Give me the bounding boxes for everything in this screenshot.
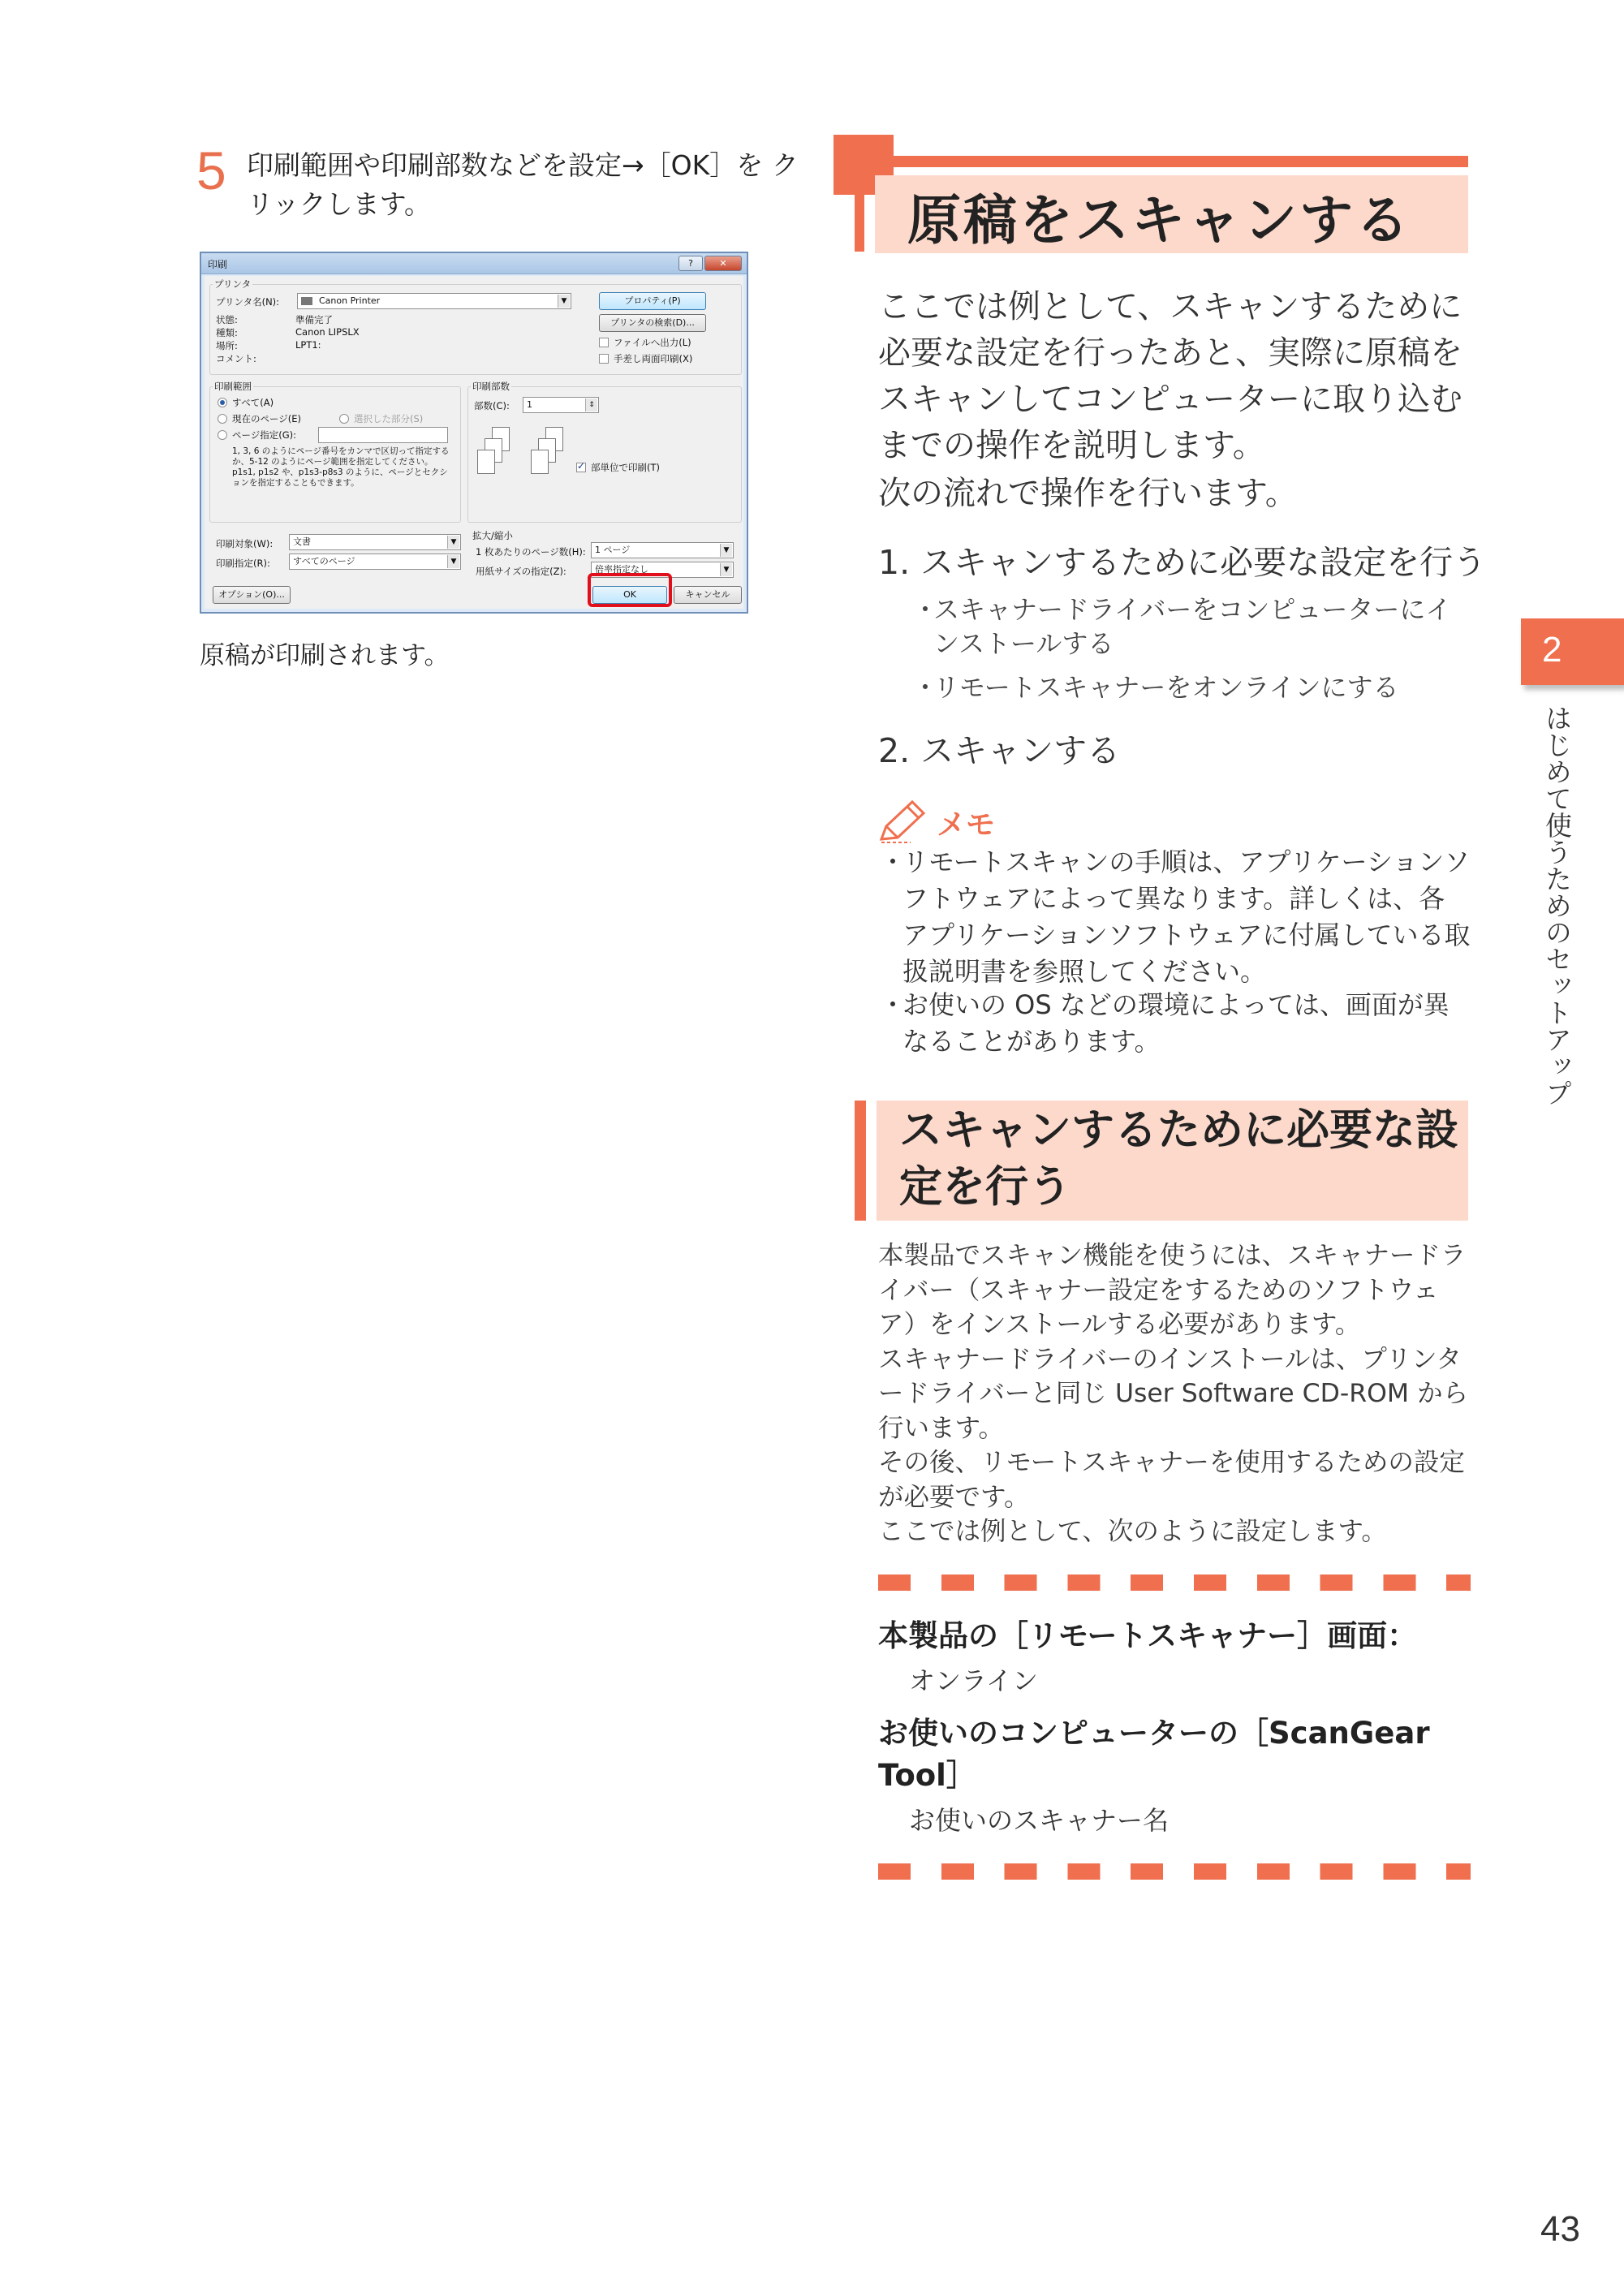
print-value: すべてのページ bbox=[293, 556, 355, 566]
options-button[interactable]: オプション(O)... bbox=[213, 586, 291, 604]
flow-step-2: 2. スキャンする bbox=[878, 731, 1121, 770]
section-intro bbox=[878, 284, 1479, 517]
pages-per-sheet-label: 1 枚あたりのページ数(H): bbox=[476, 546, 586, 558]
chevron-down-icon: ▼ bbox=[720, 563, 732, 576]
manual-duplex-label: 手差し両面印刷(X) bbox=[614, 353, 693, 364]
range-pages-label: ページ指定(G): bbox=[232, 429, 297, 441]
range-all-label: すべて(A) bbox=[232, 397, 274, 408]
pencil-icon bbox=[878, 799, 928, 844]
copies-label: 部数(C): bbox=[474, 400, 510, 411]
find-printer-button[interactable]: プリンタの検索(D)... bbox=[599, 314, 706, 332]
step-instruction: 印刷範囲や印刷部数などを設定→［OK］を クリックします。 bbox=[247, 149, 799, 220]
heading-rule bbox=[834, 156, 1468, 167]
copies-value: 1 bbox=[527, 399, 532, 410]
printer-name-select[interactable] bbox=[297, 293, 571, 309]
manual-duplex-checkbox[interactable] bbox=[599, 354, 609, 364]
subheading-bar bbox=[855, 1101, 866, 1221]
chapter-title: はじめて使うためのセットアップ bbox=[1541, 704, 1573, 1106]
print-what-label: 印刷対象(W): bbox=[216, 538, 274, 549]
spinner-icon: ⇕ bbox=[585, 398, 597, 411]
print-label: 印刷指定(R): bbox=[216, 558, 270, 569]
bullet-dot: ・ bbox=[912, 594, 939, 625]
chevron-down-icon: ▼ bbox=[720, 544, 732, 557]
chapter-tab bbox=[1521, 618, 1624, 685]
flow-step-1: 1. スキャンするために必要な設定を行う bbox=[878, 543, 1487, 582]
memo-label: メモ bbox=[937, 808, 996, 842]
copies-group-label: 印刷部数 bbox=[472, 381, 510, 392]
setting-value: お使いのスキャナー名 bbox=[909, 1805, 1170, 1836]
range-current-radio[interactable] bbox=[218, 414, 227, 424]
subsection-title: スキャンするために必要な設定を行う bbox=[899, 1105, 1458, 1212]
bullet-dot: ・ bbox=[880, 846, 907, 877]
print-what-select[interactable] bbox=[289, 534, 461, 550]
printer-name-value: Canon Printer bbox=[319, 295, 381, 306]
collate-pages-icon bbox=[477, 427, 566, 500]
bullet-dot: ・ bbox=[880, 989, 907, 1020]
range-pages-radio[interactable] bbox=[218, 430, 227, 440]
printer-name-label: プリンタ名(N): bbox=[216, 296, 280, 308]
copies-spinner[interactable] bbox=[523, 397, 599, 413]
intro-paragraph-2: 次の流れで操作を行います。 bbox=[878, 475, 1298, 512]
range-pages-input[interactable] bbox=[318, 427, 448, 443]
dialog-body bbox=[205, 276, 743, 609]
flow-bullet-text: スキャナードライバーをコンピューターにインストールする bbox=[933, 594, 1452, 659]
ok-button[interactable]: OK bbox=[592, 586, 667, 604]
flow-bullet bbox=[912, 670, 1469, 704]
subsection-body: 本製品でスキャン機能を使うには、スキャナードライバー（スキャナー設定をするためのソフトウェア）をインストールする必要があります。 スキャナードライバーのインストールは、プリンタードライバーと同じ User Software CD-ROM から行います。 その後、リモートスキャナーを使用するための設定が必要です。 ここでは例として、次のように設定します。 bbox=[878, 1241, 1469, 1546]
memo-bullet bbox=[880, 987, 1471, 1060]
dashed-divider-bottom bbox=[878, 1863, 1471, 1880]
page-number: 43 bbox=[1540, 2209, 1580, 2249]
heading-bar bbox=[855, 167, 864, 252]
type-label: 種類: bbox=[216, 327, 238, 338]
dialog-title: 印刷 bbox=[208, 259, 228, 270]
setting-value: オンライン bbox=[909, 1665, 1039, 1696]
location-value: LPT1: bbox=[295, 339, 321, 351]
print-to-file-label: ファイルへ出力(L) bbox=[614, 337, 691, 348]
pages-per-sheet-value: 1 ページ bbox=[595, 545, 631, 555]
status-value: 準備完了 bbox=[295, 314, 333, 325]
range-group-label: 印刷範囲 bbox=[214, 381, 252, 392]
chapter-number: 2 bbox=[1542, 630, 1562, 670]
memo-bullet bbox=[880, 844, 1471, 990]
range-selection-radio[interactable] bbox=[339, 414, 349, 424]
bullet-dot: ・ bbox=[912, 672, 939, 703]
flow-bullet bbox=[912, 592, 1469, 661]
print-what-value: 文書 bbox=[293, 536, 311, 547]
scale-value: 倍率指定なし bbox=[595, 564, 648, 575]
range-all-radio[interactable] bbox=[218, 398, 227, 407]
properties-button[interactable]: プロパティ(P) bbox=[599, 292, 706, 310]
range-current-label: 現在のページ(E) bbox=[232, 413, 302, 424]
location-label: 場所: bbox=[216, 340, 238, 351]
section-title: 原稿をスキャンする bbox=[907, 189, 1411, 252]
collate-checkbox[interactable] bbox=[576, 463, 586, 472]
setting-title: お使いのコンピューターの［ScanGear Tool］ bbox=[878, 1716, 1430, 1793]
range-hint: 1, 3, 6 のようにページ番号をカンマで区切って指定するか、5-12 のようにページ範囲を指定してください。p1s1, p1s2 や、p1s3-p8s3 のように、ページとセクションを指定することもできます。 bbox=[232, 446, 450, 488]
zoom-group-label: 拡大/縮小 bbox=[472, 530, 513, 541]
print-select[interactable] bbox=[289, 554, 461, 570]
ok-highlight-ring bbox=[588, 573, 672, 607]
print-to-file-checkbox[interactable] bbox=[599, 338, 609, 347]
printer-group-label: プリンタ bbox=[214, 278, 252, 290]
collate-label: 部単位で印刷(T) bbox=[591, 462, 660, 473]
type-value: Canon LIPSLX bbox=[295, 326, 360, 338]
memo-bullet-text: リモートスキャンの手順は、アプリケーションソフトウェアによって異なります。詳しくは、各アプリケーションソフトウェアに付属している取扱説明書を参照してください。 bbox=[902, 846, 1471, 987]
flow-bullet-text: リモートスキャナーをオンラインにする bbox=[933, 672, 1399, 703]
setting-title: 本製品の［リモートスキャナー］画面： bbox=[878, 1618, 1418, 1653]
range-selection-label: 選択した部分(S) bbox=[354, 413, 424, 424]
step-number: 5 bbox=[196, 140, 226, 200]
memo-bullet-text: お使いの OS などの環境によっては、画面が異なることがあります。 bbox=[902, 989, 1450, 1057]
dialog-title-bar bbox=[201, 253, 747, 274]
chevron-down-icon: ▼ bbox=[558, 295, 570, 308]
chevron-down-icon: ▼ bbox=[447, 536, 459, 549]
print-dialog-screenshot bbox=[200, 252, 748, 614]
cancel-button[interactable]: キャンセル bbox=[674, 586, 742, 604]
scale-label: 用紙サイズの指定(Z): bbox=[476, 566, 566, 577]
dashed-divider-top bbox=[878, 1574, 1471, 1591]
comment-label: コメント: bbox=[216, 353, 256, 364]
printer-icon bbox=[301, 297, 312, 305]
pages-per-sheet-select[interactable] bbox=[591, 542, 734, 558]
help-button[interactable]: ? bbox=[678, 256, 703, 271]
result-text: 原稿が印刷されます。 bbox=[200, 641, 450, 670]
intro-paragraph: ここでは例として、スキャンするために必要な設定を行ったあと、実際に原稿をスキャンしてコンピューターに取り込むまでの操作を説明します。 bbox=[878, 288, 1462, 464]
close-button[interactable]: ✕ bbox=[704, 256, 742, 271]
status-label: 状態: bbox=[216, 314, 238, 325]
chevron-down-icon: ▼ bbox=[447, 555, 459, 568]
